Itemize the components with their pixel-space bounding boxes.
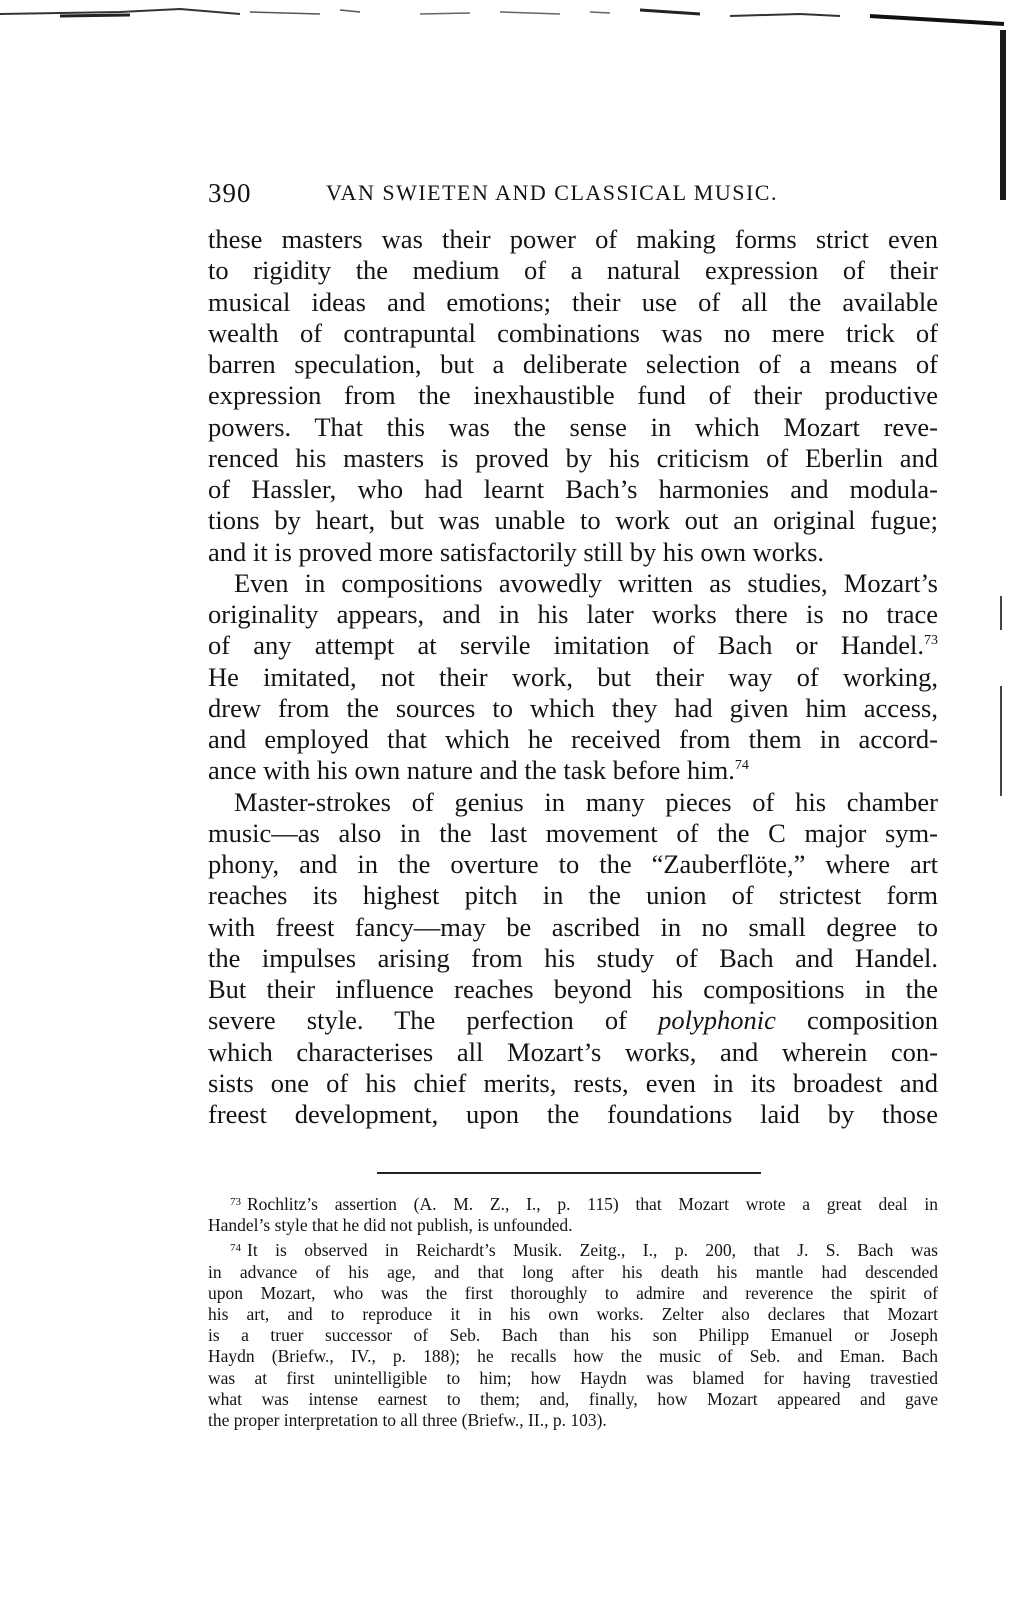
scan-edge-mark bbox=[1000, 686, 1002, 796]
page-header bbox=[208, 178, 938, 218]
text-line: the impulses arising from his study of Bach and Handel. bbox=[208, 942, 938, 973]
footnote-ref-74: 74 bbox=[734, 758, 749, 774]
text-line: ance with his own nature and the task before him. bbox=[208, 755, 735, 786]
footnote-text: Haydn (Briefw., IV., p. 188); he recalls how the music of Seb. and Eman. Bach bbox=[208, 1346, 938, 1367]
text-line: with freest fancy—may be ascribed in no small degree to bbox=[208, 911, 938, 942]
footnotes bbox=[208, 1194, 938, 1431]
footnote-74-line bbox=[208, 1240, 938, 1261]
text-line: of Hassler, who had learnt Bach’s harmonies and modula- bbox=[208, 474, 938, 504]
footnote-text: is a truer successor of Seb. Bach than his son Philipp Emanuel or Joseph bbox=[208, 1325, 938, 1346]
footnote-text: his art, and to reproduce it in his own works. Zelter also declares that Mozart bbox=[208, 1304, 938, 1325]
text-line: expression from the inexhaustible fund of their productive bbox=[208, 380, 938, 411]
body-text bbox=[208, 224, 938, 1130]
text-line-with-ref bbox=[208, 630, 938, 661]
text-line: of any attempt at servile imitation of Bach or Handel. bbox=[208, 630, 924, 661]
text-line: sists one of his chief merits, rests, even in its broadest and bbox=[208, 1067, 938, 1098]
text-line: these masters was their power of making forms strict even bbox=[208, 224, 938, 254]
text-line: musical ideas and emotions; their use of all the available bbox=[208, 286, 938, 317]
footnote-text: upon Mozart, who was the first thoroughly to admire and reverence the spirit of bbox=[208, 1282, 938, 1303]
text-line: Master-strokes of genius in many pieces of his chamber bbox=[234, 786, 938, 817]
text-line: freest development, upon the foundations laid by those bbox=[208, 1099, 938, 1129]
page-number: 390 bbox=[208, 178, 252, 208]
footnote-divider bbox=[377, 1172, 761, 1174]
text-line: wealth of contrapuntal combinations was no mere trick of bbox=[208, 317, 938, 348]
footnote-ref-73: 73 bbox=[924, 633, 938, 649]
text-line: tions by heart, but was unable to work out an original fugue; bbox=[208, 505, 938, 536]
text-line-tail: composition bbox=[775, 1005, 938, 1036]
text-line: renced his masters is proved by his criticism of Eberlin and bbox=[208, 442, 938, 473]
footnote-73-line bbox=[208, 1194, 938, 1215]
text-line: severe style. The perfection of bbox=[208, 1005, 659, 1036]
text-line: originality appears, and in his later works there is no trace bbox=[208, 599, 938, 629]
text-line-with-italic bbox=[208, 1005, 938, 1036]
footnote-text: in advance of his age, and that long after his death his mantle had descended bbox=[208, 1261, 938, 1282]
footnote-text: the proper interpretation to all three (Briefw., II., p. 103). bbox=[208, 1410, 607, 1431]
text-line: and it is proved more satisfactorily still by his own works. bbox=[208, 536, 825, 567]
text-line: barren speculation, but a deliberate selection of a means of bbox=[208, 349, 938, 379]
text-line: and employed that which he received from them in accord- bbox=[208, 724, 938, 754]
scan-edge-artifact bbox=[0, 0, 1035, 60]
footnote-number-73: 73 bbox=[230, 1196, 241, 1208]
italic-term: polyphonic bbox=[658, 1005, 776, 1036]
footnote-text: Handel’s style that he did not publish, is unfounded. bbox=[208, 1215, 573, 1236]
running-head: VAN SWIETEN AND CLASSICAL MUSIC. bbox=[326, 180, 778, 205]
text-line: phony, and in the overture to the “Zauberflöte,” where art bbox=[208, 849, 938, 879]
text-line: drew from the sources to which they had given him access, bbox=[208, 692, 938, 723]
footnote-number-74: 74 bbox=[230, 1242, 241, 1255]
text-line: to rigidity the medium of a natural expression of their bbox=[208, 255, 938, 286]
text-line-with-ref bbox=[208, 755, 938, 786]
text-line: But their influence reaches beyond his compositions in the bbox=[208, 974, 938, 1004]
scan-edge-bar bbox=[1000, 30, 1006, 200]
text-line: which characterises all Mozart’s works, and wherein con- bbox=[208, 1036, 938, 1067]
footnote-text: was at first unintelligible to him; how Haydn was blamed for having travestied bbox=[208, 1367, 938, 1388]
text-line: powers. That this was the sense in which Mozart reve- bbox=[208, 411, 938, 442]
footnote-text: Rochlitz’s assertion (A. M. Z., I., p. 115) that Mozart wrote a great deal in bbox=[247, 1194, 938, 1214]
scan-edge-mark bbox=[1000, 596, 1002, 630]
text-line: music—as also in the last movement of the C major sym- bbox=[208, 817, 938, 848]
footnote-text: It is observed in Reichardt’s Musik. Zeitg., I., p. 200, that J. S. Bach was bbox=[247, 1240, 938, 1261]
footnote-text: what was intense earnest to them; and, finally, how Mozart appeared and gave bbox=[208, 1388, 938, 1409]
text-line: He imitated, not their work, but their way of working, bbox=[208, 661, 938, 692]
text-line: Even in compositions avowedly written as studies, Mozart’s bbox=[234, 567, 938, 598]
text-line: reaches its highest pitch in the union of strictest form bbox=[208, 880, 938, 911]
